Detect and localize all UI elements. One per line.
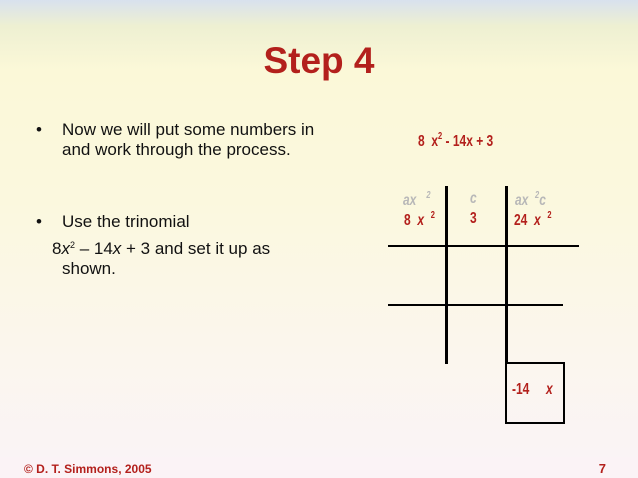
trinomial-var: x — [61, 239, 70, 258]
trinomial-coef: 8 — [52, 239, 62, 258]
trinomial-rest-2: + 3 and set it up as — [121, 239, 271, 258]
value-ac — [514, 210, 552, 230]
header-ax2c-base: ax — [515, 192, 529, 209]
value-ac-coef: 24 — [514, 212, 528, 229]
bullet-text: Now we will put some numbers in and work through the process. — [62, 120, 315, 159]
header-ax2c — [515, 190, 546, 210]
trinomial-rest-1: – 14 — [74, 239, 113, 258]
value-a-coef: 8 — [404, 212, 411, 229]
expression-exp: 2 — [438, 131, 443, 142]
value-ac-exp: 2 — [547, 210, 552, 221]
footer-copyright: © D. T. Simmons, 2005 — [24, 462, 152, 476]
header-ax2c-exp: 2 — [535, 190, 540, 201]
grid-vertical-line — [445, 186, 448, 364]
trinomial-continuation: shown. — [62, 259, 116, 278]
header-ax2 — [403, 190, 431, 210]
trinomial-var2: x — [112, 239, 122, 258]
header-ax2-base: ax — [403, 192, 417, 209]
slide-number: 7 — [598, 461, 606, 476]
slide-title: Step 4 — [263, 40, 375, 81]
value-a-var: x — [417, 212, 425, 229]
bullet-text: Use the trinomial — [62, 212, 190, 231]
expression-tail: - 14x + 3 — [442, 133, 494, 150]
bullet-item — [36, 212, 296, 232]
bullet-marker: • — [36, 212, 42, 231]
diagram-expression — [418, 131, 493, 151]
trinomial-expression — [52, 239, 270, 259]
bullet-marker: • — [36, 120, 42, 139]
grid-vertical-line — [505, 186, 508, 364]
header-ax2-exp: 2 — [426, 190, 431, 201]
grid-horizontal-line — [388, 304, 563, 306]
b-term-var: x — [546, 381, 553, 398]
bullet-item — [36, 120, 326, 160]
header-c: c — [470, 190, 477, 207]
value-a-exp: 2 — [430, 210, 435, 221]
value-a — [404, 210, 435, 230]
header-ax2c-tail: c — [539, 192, 546, 209]
expression-lead: 8 x — [418, 133, 439, 150]
value-ac-var: x — [534, 212, 541, 229]
b-term-coef: -14 — [512, 381, 530, 398]
value-c: 3 — [470, 210, 477, 227]
grid-horizontal-line — [388, 245, 579, 247]
b-term — [512, 381, 553, 399]
trinomial-exp: 2 — [69, 240, 75, 250]
